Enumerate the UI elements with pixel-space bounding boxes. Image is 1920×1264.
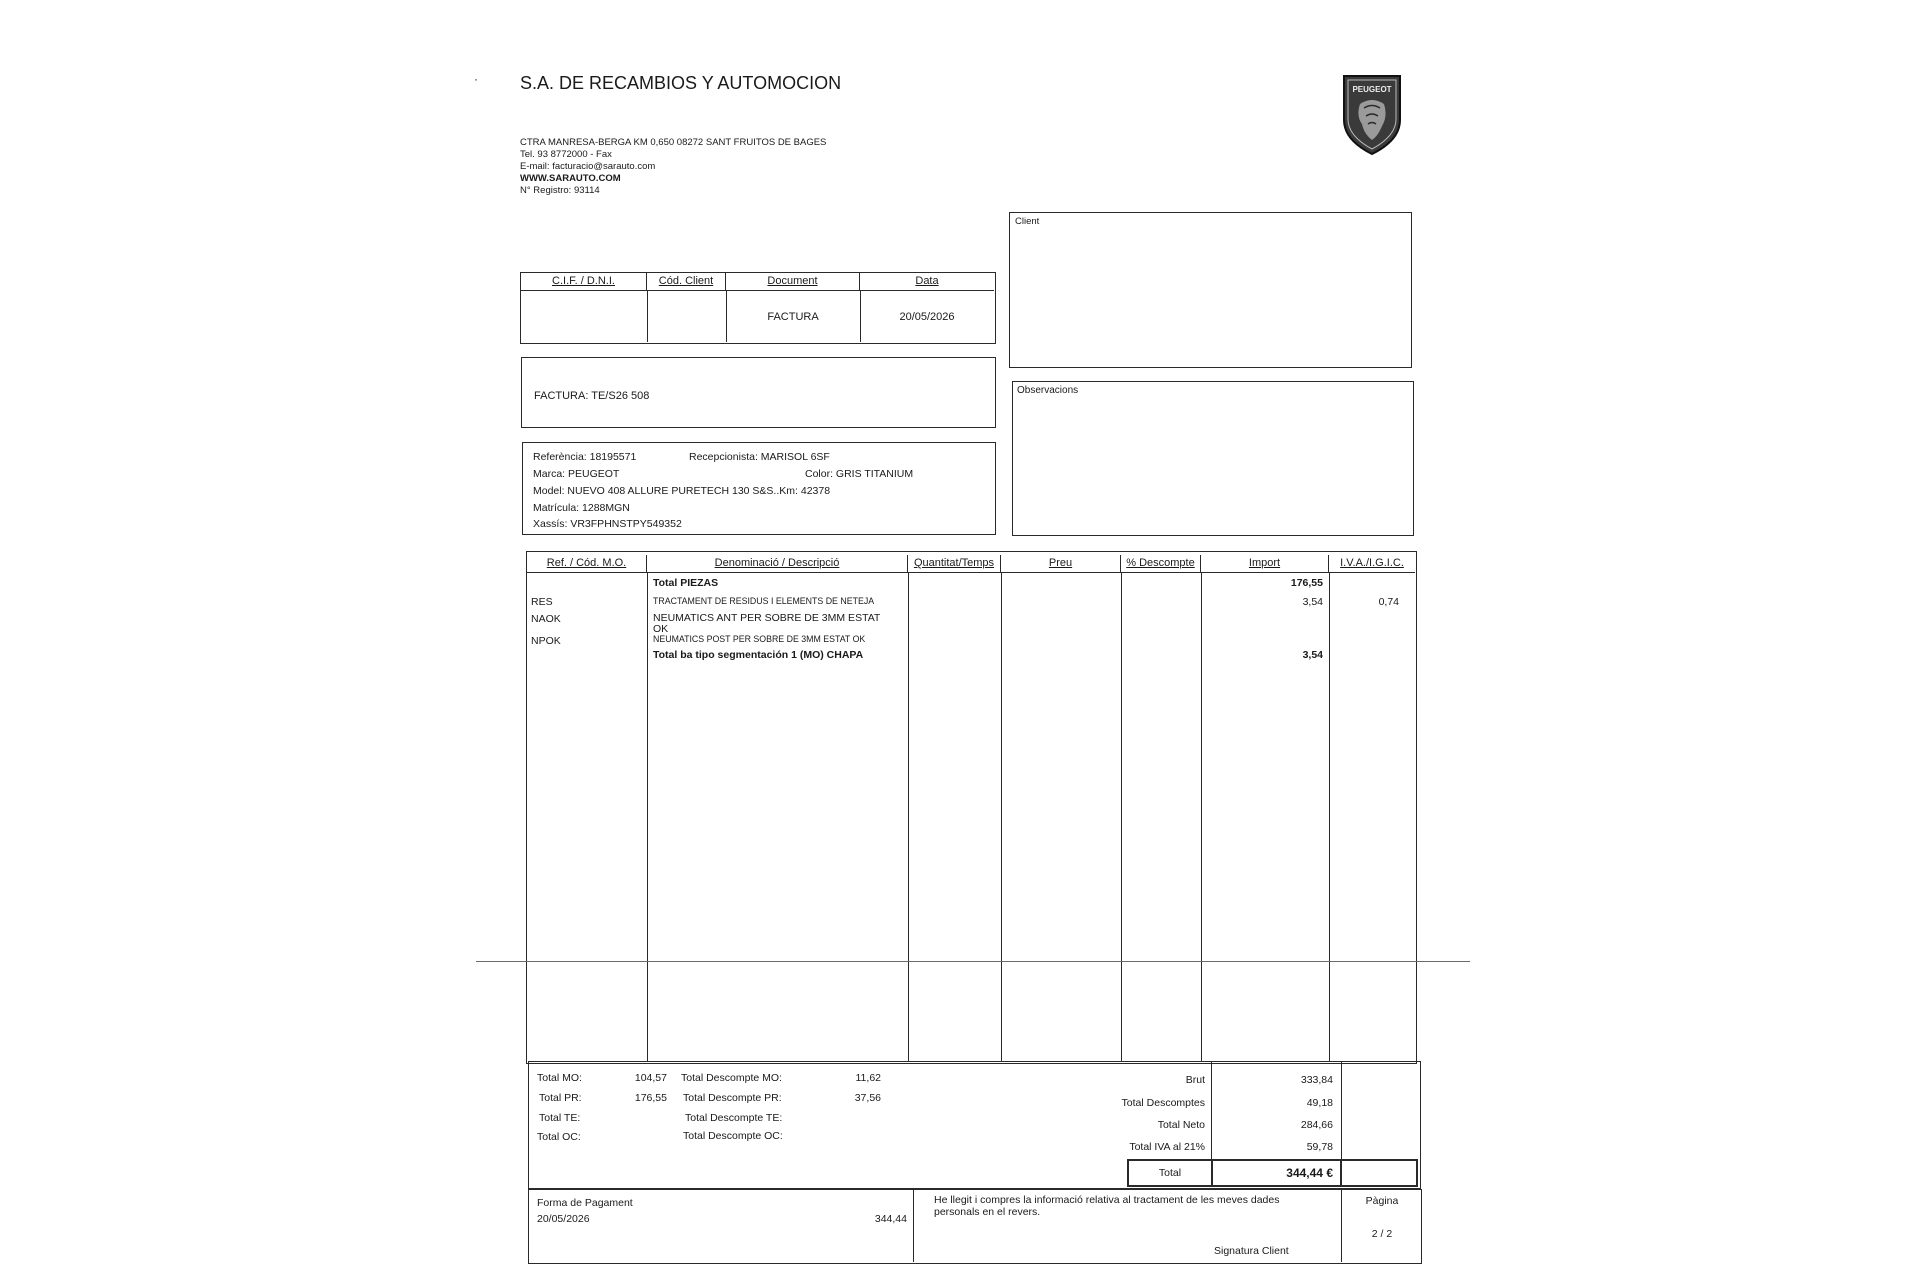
line-ref: NPOK (531, 635, 561, 647)
vehicle-brand: Marca: PEUGEOT (533, 468, 620, 480)
total-mo-label: Total MO: (537, 1072, 582, 1084)
company-name: S.A. DE RECAMBIOS Y AUTOMOCION (520, 73, 842, 93)
logo-text: PEUGEOT (1352, 85, 1392, 94)
total-pr-label: Total PR: (539, 1092, 582, 1104)
line-ref: RES (531, 596, 553, 608)
line-items-table (526, 551, 1417, 1064)
total-net-value: 284,66 (1300, 1119, 1333, 1131)
total-pr-value: 176,55 (634, 1092, 667, 1104)
client-box (1009, 212, 1412, 368)
observations-box (1012, 381, 1414, 536)
company-registry: N° Registro: 93114 (520, 185, 600, 196)
vehicle-receptionist: Recepcionista: MARISOL 6SF (689, 451, 830, 463)
scan-fold-line (476, 961, 1470, 962)
company-web[interactable]: WWW.SARAUTO.COM (520, 173, 621, 184)
line-import: 3,54 (1302, 649, 1323, 661)
total-discounts-value: 49,18 (1306, 1097, 1333, 1109)
privacy-note-line2: personals en el revers. (934, 1206, 1041, 1218)
header-client-code: Cód. Client (647, 273, 726, 290)
vehicle-chassis: Xassís: VR3FPHNSTPY549352 (533, 518, 682, 530)
line-desc: NEUMATICS ANT PER SOBRE DE 3MM ESTAT (653, 612, 881, 624)
line-desc-continued: OK (653, 623, 669, 635)
col-import: Import (1201, 555, 1329, 572)
total-discount-te-label: Total Descompte TE: (685, 1112, 783, 1124)
gross-label: Brut (1185, 1074, 1205, 1086)
privacy-note-line1: He llegit i compres la informació relativa al tractament de les meves dades (934, 1194, 1280, 1206)
totals-section (528, 1061, 1421, 1189)
observations-label: Observacions (1017, 385, 1079, 396)
invoice-number: FACTURA: TE/S26 508 (534, 390, 650, 402)
vehicle-plate: Matrícula: 1288MGN (533, 502, 630, 514)
col-quantity: Quantitat/Temps (908, 555, 1001, 572)
scan-mark: · (474, 72, 478, 86)
invoice-number-box (521, 357, 996, 428)
grand-total-label: Total (1158, 1167, 1182, 1179)
client-label: Client (1015, 216, 1040, 227)
total-vat-value: 59,78 (1306, 1141, 1333, 1153)
company-phone: Tel. 93 8772000 - Fax (520, 149, 612, 160)
document-date: 20/05/2026 (899, 311, 955, 323)
company-email: E-mail: facturacio@sarauto.com (520, 161, 656, 172)
payment-amount: 344,44 (874, 1213, 907, 1225)
gross-value: 333,84 (1300, 1074, 1333, 1086)
col-description: Denominació / Descripció (647, 555, 908, 572)
line-desc: Total PIEZAS (653, 577, 719, 589)
grand-total-value: 344,44 € (1286, 1166, 1333, 1180)
payment-footer (528, 1189, 1422, 1264)
line-desc: Total ba tipo segmentación 1 (MO) CHAPA (653, 649, 864, 661)
total-discount-mo-value: 11,62 (855, 1072, 881, 1084)
vehicle-info-box (522, 442, 996, 535)
total-oc-label: Total OC: (537, 1131, 581, 1143)
line-desc: NEUMATICS POST PER SOBRE DE 3MM ESTAT OK (653, 634, 866, 644)
total-net-label: Total Neto (1157, 1119, 1205, 1131)
document-type: FACTURA (767, 311, 819, 323)
payment-method-label: Forma de Pagament (537, 1197, 633, 1209)
total-discount-oc-label: Total Descompte OC: (683, 1130, 783, 1142)
total-vat-label: Total IVA al 21% (1129, 1141, 1205, 1153)
line-vat: 0,74 (1378, 596, 1399, 608)
total-discounts-label: Total Descomptes (1121, 1097, 1205, 1109)
page-label: Pàgina (1365, 1195, 1399, 1207)
total-discount-pr-label: Total Descompte PR: (683, 1092, 782, 1104)
grand-total-box (1127, 1159, 1418, 1187)
company-address: CTRA MANRESA-BERGA KM 0,650 08272 SANT FRUITOS DE BAGES (520, 137, 827, 148)
total-discount-pr-value: 37,56 (854, 1092, 881, 1104)
col-price: Preu (1001, 555, 1121, 572)
col-discount: % Descompte (1121, 555, 1201, 572)
total-te-label: Total TE: (539, 1112, 581, 1124)
payment-date: 20/05/2026 (537, 1213, 590, 1225)
line-import: 176,55 (1290, 577, 1323, 589)
header-document: Document (726, 273, 860, 290)
header-cif: C.I.F. / D.N.I. (521, 273, 647, 290)
col-ref: Ref. / Cód. M.O. (527, 555, 647, 572)
total-discount-mo-label: Total Descompte MO: (681, 1072, 782, 1084)
line-desc: TRACTAMENT DE RESIDUS I ELEMENTS DE NETEJA (653, 596, 875, 606)
vehicle-reference: Referència: 18195571 (533, 451, 637, 463)
vehicle-model: Model: NUEVO 408 ALLURE PURETECH 130 S&S..Km: 42378 (533, 485, 831, 497)
peugeot-logo (1338, 70, 1406, 156)
col-vat: I.V.A./I.G.I.C. (1340, 557, 1404, 569)
header-date: Data (915, 275, 939, 287)
document-info-table (520, 272, 996, 344)
line-ref: NAOK (531, 613, 561, 625)
line-import: 3,54 (1302, 596, 1323, 608)
vehicle-color: Color: GRIS TITANIUM (805, 468, 914, 480)
page-number: 2 / 2 (1371, 1228, 1393, 1240)
signature-label: Signatura Client (1214, 1245, 1289, 1257)
total-mo-value: 104,57 (634, 1072, 667, 1084)
